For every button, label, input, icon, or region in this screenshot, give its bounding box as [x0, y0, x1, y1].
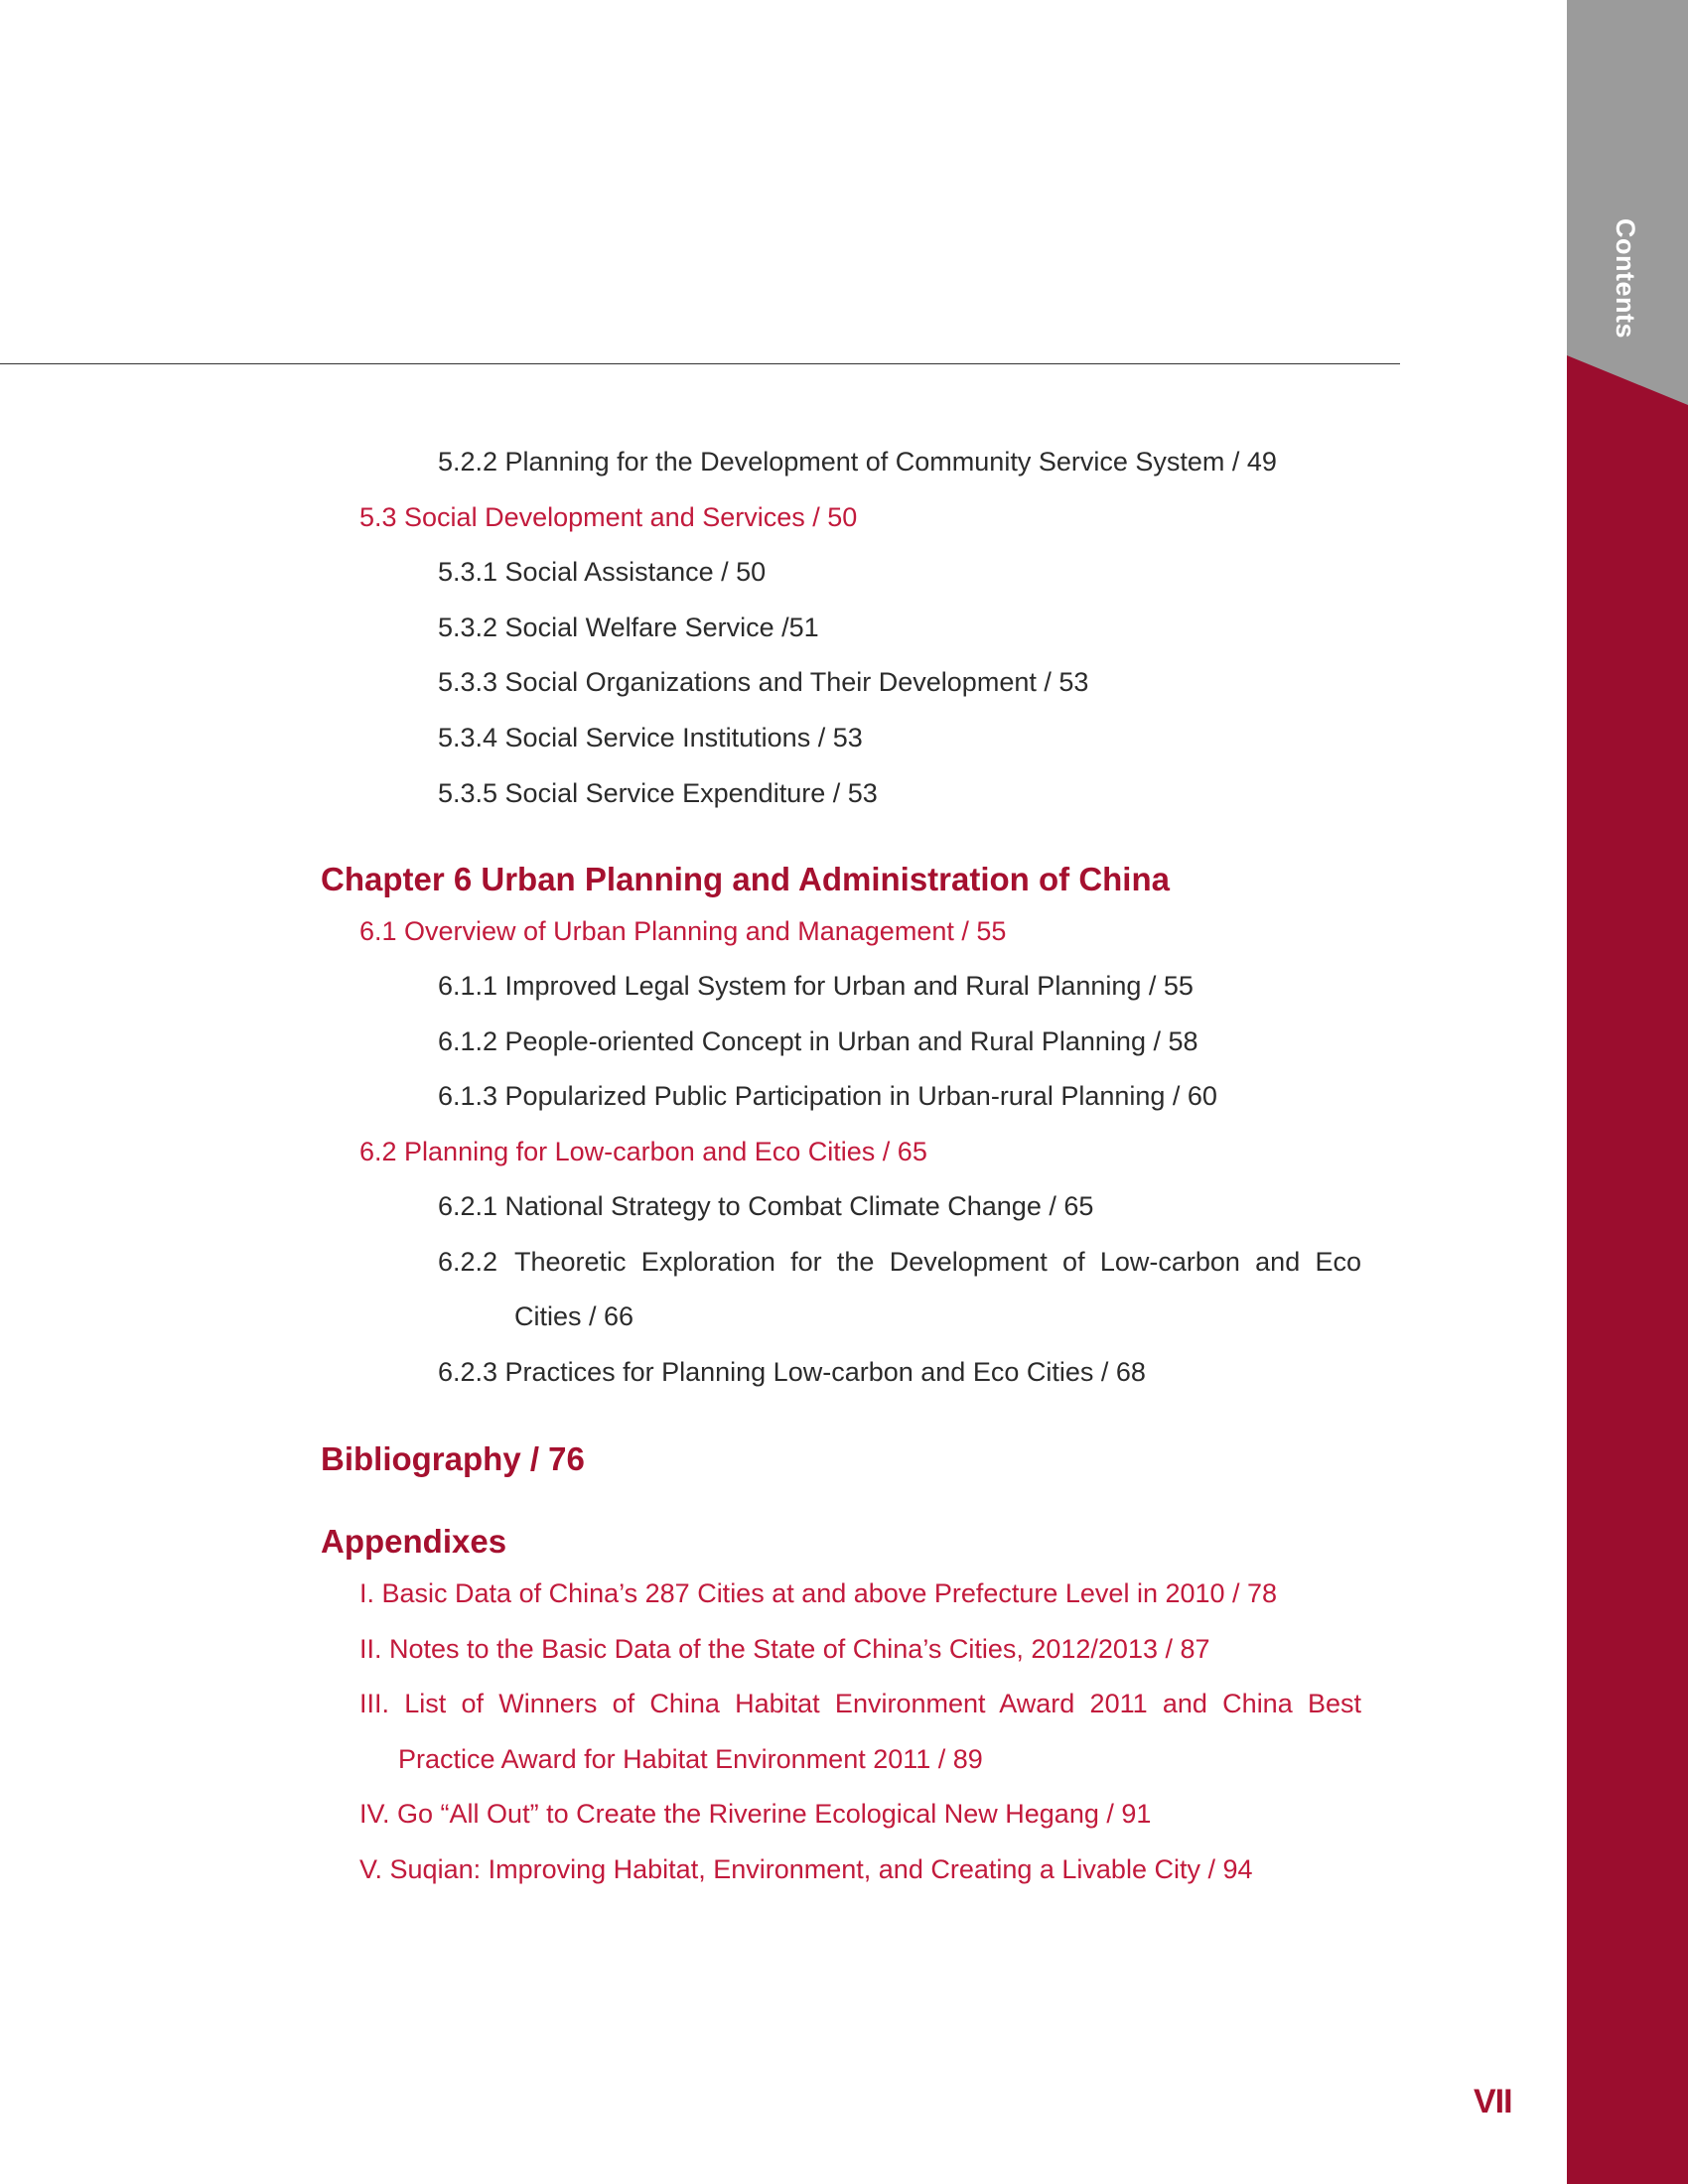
- toc-appendix-5[interactable]: V. Suqian: Improving Habitat, Environment, and Creating a Livable City / 94: [359, 1854, 1253, 1884]
- toc-appendix-4[interactable]: IV. Go “All Out” to Create the Riverine Ecological New Hegang / 91: [359, 1799, 1152, 1829]
- toc-section-5-3[interactable]: 5.3 Social Development and Services / 50: [359, 502, 858, 532]
- toc-entry-5-3-5[interactable]: 5.3.5 Social Service Expenditure / 53: [438, 778, 878, 808]
- toc-section-6-2[interactable]: 6.2 Planning for Low-carbon and Eco Cities / 65: [359, 1137, 927, 1166]
- toc-entry-5-3-2[interactable]: 5.3.2 Social Welfare Service /51: [438, 613, 819, 642]
- toc-entry-6-2-2-line2[interactable]: Cities / 66: [514, 1301, 634, 1331]
- toc-appendix-1[interactable]: I. Basic Data of China’s 287 Cities at and above Prefecture Level in 2010 / 78: [359, 1578, 1278, 1608]
- toc-entry-5-3-4[interactable]: 5.3.4 Social Service Institutions / 53: [438, 723, 863, 752]
- toc-appendix-3-line1[interactable]: III. List of Winners of China Habitat Environment Award 2011 and China Best: [359, 1689, 1361, 1718]
- side-tab-label: Contents: [1610, 217, 1640, 339]
- toc-section-6-1[interactable]: 6.1 Overview of Urban Planning and Management / 55: [359, 916, 1007, 946]
- toc-entry-6-1-3[interactable]: 6.1.3 Popularized Public Participation in Urban-rural Planning / 60: [438, 1081, 1217, 1111]
- toc-entry-6-2-3[interactable]: 6.2.3 Practices for Planning Low-carbon and Eco Cities / 68: [438, 1357, 1146, 1387]
- toc-chapter-6[interactable]: Chapter 6 Urban Planning and Administration of China: [321, 861, 1170, 897]
- toc-entry-6-2-2-number[interactable]: 6.2.2: [438, 1247, 498, 1277]
- toc-entry-6-2-1[interactable]: 6.2.1 National Strategy to Combat Climate Change / 65: [438, 1191, 1094, 1221]
- page-number: VII: [1474, 2083, 1512, 2120]
- toc-entry-5-2-2[interactable]: 5.2.2 Planning for the Development of Community Service System / 49: [438, 447, 1277, 477]
- toc-bibliography[interactable]: Bibliography / 76: [321, 1440, 585, 1477]
- toc-entry-6-2-2-line1[interactable]: Theoretic Exploration for the Development of Low-carbon and Eco: [514, 1247, 1361, 1277]
- toc-appendix-3-line2[interactable]: Practice Award for Habitat Environment 2011 / 89: [398, 1744, 983, 1774]
- toc-entry-5-3-3[interactable]: 5.3.3 Social Organizations and Their Development / 53: [438, 667, 1089, 697]
- toc-appendix-2[interactable]: II. Notes to the Basic Data of the State of China’s Cities, 2012/2013 / 87: [359, 1634, 1210, 1664]
- toc-entry-5-3-1[interactable]: 5.3.1 Social Assistance / 50: [438, 557, 767, 587]
- toc-entry-6-1-1[interactable]: 6.1.1 Improved Legal System for Urban and Rural Planning / 55: [438, 971, 1194, 1001]
- toc-appendixes[interactable]: Appendixes: [321, 1523, 507, 1560]
- toc-entry-6-1-2[interactable]: 6.1.2 People-oriented Concept in Urban and Rural Planning / 58: [438, 1026, 1198, 1056]
